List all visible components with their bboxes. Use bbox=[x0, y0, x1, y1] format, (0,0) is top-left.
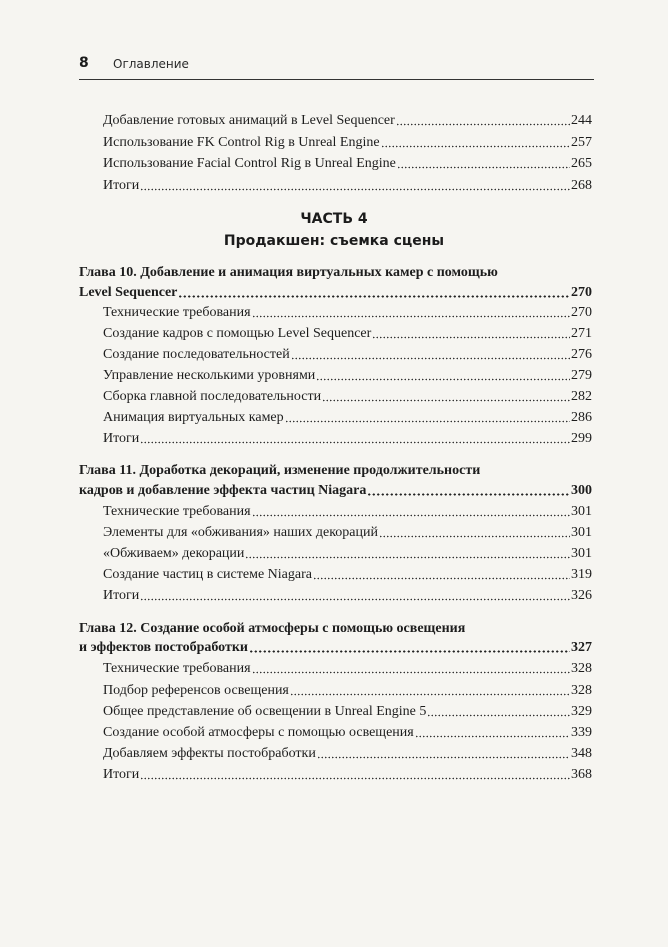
toc-entry-page: 244 bbox=[571, 113, 592, 128]
toc-entry[interactable] bbox=[103, 389, 592, 405]
chapter-entry[interactable] bbox=[79, 285, 592, 301]
dot-leader bbox=[396, 114, 570, 126]
toc-entry-title: Подбор референсов освещения bbox=[103, 683, 289, 698]
running-header-title: Оглавление bbox=[113, 57, 189, 71]
toc-entry-page: 328 bbox=[571, 661, 592, 676]
chapter-heading-line1[interactable]: Глава 10. Добавление и анимация виртуальных камер с помощью bbox=[79, 265, 498, 280]
toc-entry-page: 286 bbox=[571, 410, 592, 425]
dot-leader bbox=[290, 684, 570, 696]
part-label: ЧАСТЬ 4 bbox=[300, 211, 368, 227]
dot-leader bbox=[140, 432, 570, 444]
chapter-heading-line1[interactable]: Глава 11. Доработка декораций, изменение продолжительности bbox=[79, 463, 481, 478]
toc-entry-title: Технические требования bbox=[103, 504, 251, 519]
toc-entry-page: 276 bbox=[571, 347, 592, 362]
dot-leader bbox=[291, 348, 570, 360]
toc-entry-page: 268 bbox=[571, 178, 592, 193]
toc-entry-title: Элементы для «обживания» наших декораций bbox=[103, 525, 378, 540]
chapter-heading-line1[interactable]: Глава 12. Создание особой атмосферы с помощью освещения bbox=[79, 621, 466, 636]
dot-leader bbox=[140, 768, 570, 780]
toc-entry-page: 257 bbox=[571, 135, 592, 150]
toc-entry-page: 319 bbox=[571, 567, 592, 582]
toc-entry-page: 301 bbox=[571, 546, 592, 561]
toc-entry-title: Добавление готовых анимаций в Level Sequencer bbox=[103, 113, 395, 128]
toc-entry-title: Использование Facial Control Rig в Unreal Engine bbox=[103, 156, 396, 171]
toc-entry-page: 339 bbox=[571, 725, 592, 740]
dot-leader bbox=[381, 136, 570, 148]
toc-entry-title: Технические требования bbox=[103, 661, 251, 676]
chapter-heading-line2: кадров и добавление эффекта частиц Niagara bbox=[79, 483, 367, 498]
toc-entry[interactable] bbox=[103, 683, 592, 699]
toc-entry[interactable] bbox=[103, 704, 592, 720]
toc-entry-title: Использование FK Control Rig в Unreal Engine bbox=[103, 135, 380, 150]
toc-entry-title: Создание кадров с помощью Level Sequencer bbox=[103, 326, 372, 341]
toc-entry-title: Итоги bbox=[103, 588, 140, 603]
toc-entry-page: 301 bbox=[571, 525, 592, 540]
chapter-page: 300 bbox=[571, 483, 592, 498]
toc-entry-page: 328 bbox=[571, 683, 592, 698]
toc-entry[interactable] bbox=[103, 368, 592, 384]
toc-entry-title: Анимация виртуальных камер bbox=[103, 410, 284, 425]
dot-leader bbox=[379, 526, 570, 538]
toc-entry[interactable] bbox=[103, 546, 592, 562]
toc-entry-title: Создание особой атмосферы с помощью освещения bbox=[103, 725, 414, 740]
chapter-entry[interactable] bbox=[79, 483, 592, 499]
toc-entry[interactable] bbox=[103, 178, 592, 194]
toc-entry-page: 329 bbox=[571, 704, 592, 719]
toc-entry-page: 301 bbox=[571, 504, 592, 519]
chapter-entry[interactable] bbox=[79, 640, 592, 656]
toc-entry-page: 265 bbox=[571, 156, 592, 171]
dot-leader bbox=[140, 179, 570, 191]
dot-leader bbox=[322, 390, 570, 402]
dot-leader bbox=[372, 327, 570, 339]
toc-entry[interactable] bbox=[103, 767, 592, 783]
toc-entry[interactable] bbox=[103, 725, 592, 741]
toc-entry[interactable] bbox=[103, 567, 592, 583]
toc-entry-title: Итоги bbox=[103, 431, 140, 446]
toc-entry-page: 270 bbox=[571, 305, 592, 320]
dot-leader bbox=[313, 568, 570, 580]
toc-entry[interactable] bbox=[103, 504, 592, 520]
toc-entry[interactable] bbox=[103, 347, 592, 363]
dot-leader bbox=[140, 589, 570, 601]
toc-entry[interactable] bbox=[103, 431, 592, 447]
toc-entry-title: Итоги bbox=[103, 178, 140, 193]
chapter-page: 327 bbox=[571, 640, 592, 655]
dot-leader bbox=[252, 306, 570, 318]
chapter-page: 270 bbox=[571, 285, 592, 300]
toc-entry[interactable] bbox=[103, 135, 592, 151]
chapter-heading-line2: и эффектов постобработки bbox=[79, 640, 248, 655]
page-number: 8 bbox=[79, 55, 89, 71]
dot-leader bbox=[367, 484, 570, 496]
toc-entry-page: 271 bbox=[571, 326, 592, 341]
toc-entry-page: 348 bbox=[571, 746, 592, 761]
toc-entry[interactable] bbox=[103, 525, 592, 541]
toc-entry[interactable] bbox=[103, 156, 592, 172]
toc-entry-page: 299 bbox=[571, 431, 592, 446]
dot-leader bbox=[252, 505, 570, 517]
toc-entry-title: Управление несколькими уровнями bbox=[103, 368, 316, 383]
chapter-heading-line2: Level Sequencer bbox=[79, 285, 178, 300]
toc-entry-title: Создание последовательностей bbox=[103, 347, 290, 362]
toc-entry[interactable] bbox=[103, 588, 592, 604]
toc-entry-title: Добавляем эффекты постобработки bbox=[103, 746, 316, 761]
toc-entry-title: Сборка главной последовательности bbox=[103, 389, 322, 404]
dot-leader bbox=[249, 641, 570, 653]
toc-entry[interactable] bbox=[103, 305, 592, 321]
toc-entry[interactable] bbox=[103, 746, 592, 762]
toc-entry[interactable] bbox=[103, 661, 592, 677]
toc-entry[interactable] bbox=[103, 113, 592, 129]
toc-entry-page: 368 bbox=[571, 767, 592, 782]
dot-leader bbox=[252, 662, 570, 674]
toc-entry-page: 279 bbox=[571, 368, 592, 383]
toc-entry-title: Технические требования bbox=[103, 305, 251, 320]
header-rule bbox=[79, 79, 594, 80]
dot-leader bbox=[427, 705, 570, 717]
toc-entry-title: Общее представление об освещении в Unreal Engine 5 bbox=[103, 704, 427, 719]
toc-entry-title: Создание частиц в системе Niagara bbox=[103, 567, 312, 582]
toc-entry-page: 282 bbox=[571, 389, 592, 404]
part-title: Продакшен: съемка сцены bbox=[223, 233, 445, 249]
dot-leader bbox=[245, 547, 570, 559]
dot-leader bbox=[317, 747, 570, 759]
dot-leader bbox=[397, 157, 570, 169]
dot-leader bbox=[285, 411, 570, 423]
toc-entry-title: «Обживаем» декорации bbox=[103, 546, 245, 561]
toc-entry-page: 326 bbox=[571, 588, 592, 603]
toc-entry[interactable] bbox=[103, 410, 592, 426]
toc-entry[interactable] bbox=[103, 326, 592, 342]
toc-entry-title: Итоги bbox=[103, 767, 140, 782]
dot-leader bbox=[178, 286, 570, 298]
dot-leader bbox=[316, 369, 570, 381]
dot-leader bbox=[415, 726, 570, 738]
